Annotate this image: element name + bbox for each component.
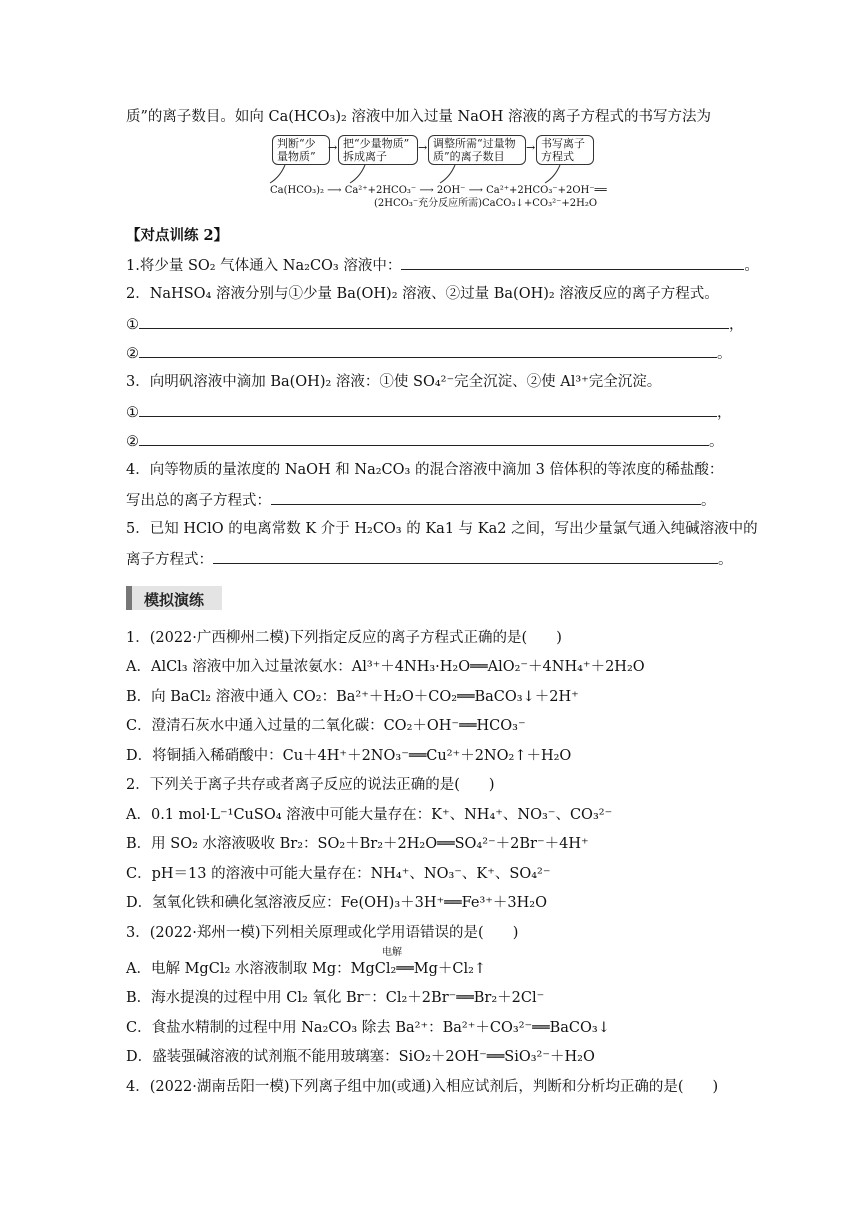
flow-step-2-line-1: 把“少量物质” <box>343 137 410 150</box>
flow-formula-row-1: Ca(HCO₃)₂ ⟶ Ca²⁺+2HCO₃⁻ ⟶ 2OH⁻ ⟶ Ca²⁺+2HCO₃⁻+2OH⁻══ <box>270 185 607 196</box>
question-1-option-c[interactable]: C．澄清石灰水中通入过量的二氧化碳：CO₂＋OH⁻══HCO₃⁻ <box>126 718 526 734</box>
label: ① <box>126 317 139 333</box>
question-1-stem: 1．(2022·广西柳州二模)下列指定反应的离子方程式正确的是( ) <box>126 630 562 646</box>
flow-step-3-line-1: 调整所需“过量物 <box>433 137 516 150</box>
training-q3: 3．向明矾溶液中滴加 Ba(OH)₂ 溶液：①使 SO₄²⁻完全沉淀、②使 Al³⁺完全沉淀。 <box>126 374 662 390</box>
flow-step-4-line-1: 书写离子 <box>541 137 585 150</box>
section-title: 模拟演练 <box>144 591 205 609</box>
training-q2-a <box>126 314 744 335</box>
question-4-stem: 4．(2022·湖南岳阳一模)下列离子组中加(或通)入相应试剂后，判断和分析均正确的是( ) <box>126 1079 719 1095</box>
label: 写出总的离子方程式： <box>126 493 271 509</box>
question-3-option-a[interactable]: A．电解 MgCl₂ 水溶液制取 Mg：MgCl₂══Mg＋Cl₂↑ <box>126 961 487 977</box>
answer-blank[interactable] <box>139 314 729 329</box>
training-q4: 4．向等物质的量浓度的 NaOH 和 Na₂CO₃ 的混合溶液中滴加 3 倍体积的等浓度的稀盐酸： <box>126 462 724 478</box>
answer-blank[interactable] <box>213 549 718 564</box>
intro-line: 质”的离子数目。如向 Ca(HCO₃)₂ 溶液中加入过量 NaOH 溶液的离子方程式的书写方法为 <box>126 109 712 125</box>
punct: 。 <box>718 552 733 568</box>
answer-blank[interactable] <box>139 431 709 446</box>
punct: 。 <box>709 434 724 450</box>
question-3-stem: 3．(2022·郑州一模)下列相关原理或化学用语错误的是( ) <box>126 925 519 941</box>
label: ② <box>126 434 139 450</box>
question-2-option-d[interactable]: D．氢氧化铁和碘化氢溶液反应：Fe(OH)₃＋3H⁺══Fe³⁺＋3H₂O <box>126 895 548 911</box>
question-2-option-c[interactable]: C．pH＝13 的溶液中可能大量存在：NH₄⁺、NO₃⁻、K⁺、SO₄²⁻ <box>126 866 551 882</box>
question-2-option-b[interactable]: B．用 SO₂ 水溶液吸收 Br₂：SO₂＋Br₂＋2H₂O══SO₄²⁻＋2Br⁻＋4H⁺ <box>126 836 589 852</box>
training-q5-b <box>126 549 733 570</box>
training-q3-b <box>126 431 724 452</box>
flow-step-2-line-2: 拆成离子 <box>343 150 387 163</box>
label: ① <box>126 405 139 421</box>
training-q1 <box>126 255 759 276</box>
flow-step-3-line-2: 质”的离子数目 <box>433 150 505 163</box>
flow-step-3 <box>428 135 526 165</box>
answer-blank[interactable] <box>271 490 701 505</box>
flow-arrow-icon: → <box>526 141 536 154</box>
punct: ， <box>729 317 744 333</box>
training-q2: 2．NaHSO₄ 溶液分别与①少量 Ba(OH)₂ 溶液、②过量 Ba(OH)₂ 溶液反应的离子方程式。 <box>126 286 719 302</box>
flow-arrow-icon: → <box>328 141 338 154</box>
flow-step-4 <box>536 135 594 165</box>
answer-blank[interactable] <box>401 255 744 270</box>
question-1-option-b[interactable]: B．向 BaCl₂ 溶液中通入 CO₂：Ba²⁺＋H₂O＋CO₂══BaCO₃↓＋2H⁺ <box>126 689 579 705</box>
label: ② <box>126 346 139 362</box>
punct: ， <box>717 405 732 421</box>
flow-curved-arrows <box>240 163 620 187</box>
training-q1-text: 1.将少量 SO₂ 气体通入 Na₂CO₃ 溶液中： <box>126 258 402 274</box>
question-3-option-c[interactable]: C．食盐水精制的过程中用 Na₂CO₃ 除去 Ba²⁺：Ba²⁺＋CO₃²⁻══BaCO₃↓ <box>126 1020 610 1036</box>
question-2-stem: 2．下列关于离子共存或者离子反应的说法正确的是( ) <box>126 777 495 793</box>
training-heading: 【对点训练 2】 <box>126 227 229 244</box>
flow-arrow-icon: → <box>418 141 428 154</box>
punct: 。 <box>744 258 759 274</box>
answer-blank[interactable] <box>139 343 717 358</box>
training-q2-b <box>126 343 732 364</box>
question-3-option-d[interactable]: D．盛装强碱溶液的试剂瓶不能用玻璃塞：SiO₂＋2OH⁻══SiO₃²⁻＋H₂O <box>126 1049 595 1065</box>
question-1-option-d[interactable]: D．将铜插入稀硝酸中：Cu＋4H⁺＋2NO₃⁻══Cu²⁺＋2NO₂↑＋H₂O <box>126 748 572 764</box>
flowchart <box>240 133 620 213</box>
training-q4-b <box>126 490 716 511</box>
label: 离子方程式： <box>126 552 213 568</box>
flow-step-2 <box>338 135 418 165</box>
flow-formula-row-2: (2HCO₃⁻充分反应所需)CaCO₃↓+CO₃²⁻+2H₂O <box>374 198 598 209</box>
answer-blank[interactable] <box>139 402 717 417</box>
flow-step-4-line-2: 方程式 <box>541 150 574 163</box>
electrolysis-label: 电解 <box>382 947 402 958</box>
section-header <box>126 586 222 610</box>
training-q5: 5．已知 HClO 的电离常数 K 介于 H₂CO₃ 的 Ka1 与 Ka2 之间，写出少量氯气通入纯碱溶液中的 <box>126 521 758 537</box>
question-3-option-b[interactable]: B．海水提溴的过程中用 Cl₂ 氧化 Br⁻：Cl₂＋2Br⁻══Br₂＋2Cl⁻ <box>126 990 545 1006</box>
flow-step-1-line-1: 判断“少 <box>277 137 316 150</box>
training-q3-a <box>126 402 732 423</box>
flow-step-1 <box>272 135 330 165</box>
question-2-option-a[interactable]: A．0.1 mol·L⁻¹CuSO₄ 溶液中可能大量存在：K⁺、NH₄⁺、NO₃⁻、CO₃²⁻ <box>126 807 613 823</box>
flow-step-1-line-2: 量物质” <box>277 150 316 163</box>
punct: 。 <box>717 346 732 362</box>
question-1-option-a[interactable]: A．AlCl₃ 溶液中加入过量浓氨水：Al³⁺＋4NH₃·H₂O══AlO₂⁻＋4NH₄⁺＋2H₂O <box>126 659 645 675</box>
punct: 。 <box>701 493 716 509</box>
